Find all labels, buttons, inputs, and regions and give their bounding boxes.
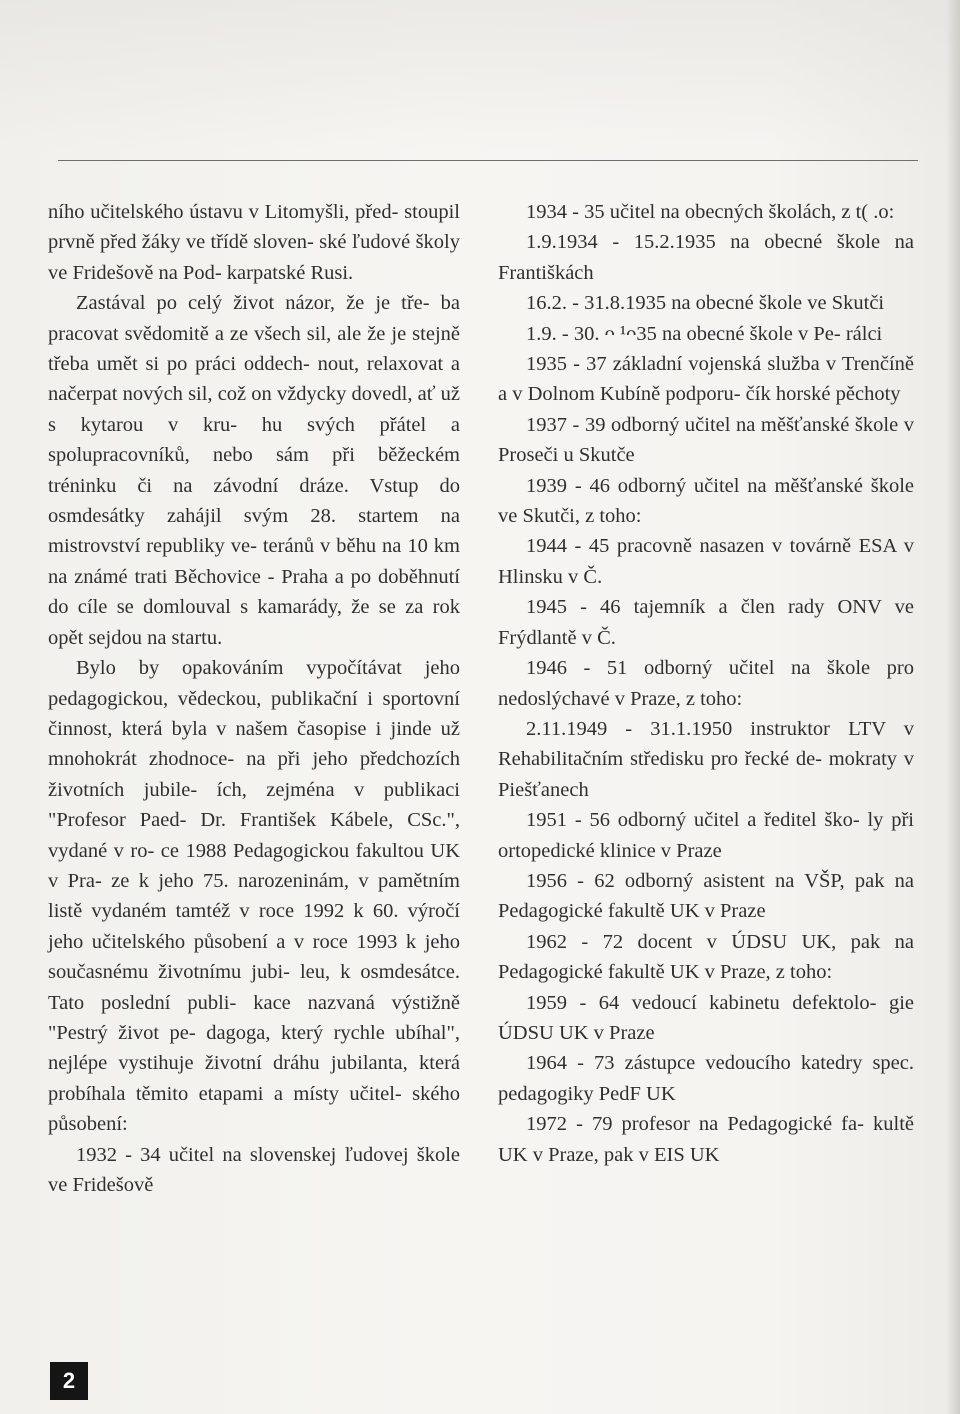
career-entry: 1946 - 51 odborný učitel na škole pro nedoslýchavé v Praze, z toho: [498, 657, 914, 710]
career-entry: 1.9.1934 - 15.2.1935 na obecné škole na Františkách [498, 231, 914, 284]
header-rule [58, 160, 918, 161]
career-entry: 1964 - 73 zástupce vedoucího katedry spec. pedagogiky PedF UK [498, 1052, 914, 1105]
career-entry: 1945 - 46 tajemník a člen rady ONV ve Frýdlantě v Č. [498, 596, 914, 649]
career-entry: 1972 - 79 profesor na Pedagogické fa- kultě UK v Praze, pak v EIS UK [498, 1113, 914, 1166]
career-entry: 1932 - 34 učitel na slovenskej ľudovej škole ve Fridešově [48, 1143, 460, 1196]
career-entry: 1934 - 35 učitel na obecných školách, z t( .o: [526, 201, 895, 223]
career-entry: 1939 - 46 odborný učitel na měšťanské škole ve Skutči, z toho: [498, 474, 914, 528]
paragraph-intro: ního učitelského ústavu v Litomyšli, před- stoupil prvně před žáky ve třídě sloven- ské ľudové školy ve Fridešově na Pod- karpatské Rusi. [48, 201, 460, 284]
right-column [498, 197, 914, 1170]
career-entry: 1937 - 39 odborný učitel na měšťanské škole v Proseči u Skutče [498, 413, 914, 467]
career-entry: 16.2. - 31.8.1935 na obecné škole ve Skutči [526, 292, 885, 315]
page-edge-shadow [946, 0, 960, 1414]
career-entry: 1951 - 56 odborný učitel a ředitel ško- ly při ortopedické klinice v Praze [498, 809, 914, 862]
career-entry: 1935 - 37 základní vojenská služba v Trenčíně a v Dolnom Kubíně podporu- čík horské pěchoty [498, 353, 914, 406]
career-entry: 1962 - 72 docent v ÚDSU UK, pak na Pedagogické fakultě UK v Praze, z toho: [498, 930, 914, 984]
page-number-badge: 2 [50, 1362, 88, 1400]
career-entry: 1956 - 62 odborný asistent na VŠP, pak na Pedagogické fakultě UK v Praze [498, 869, 914, 923]
career-entry: 1959 - 64 vedoucí kabinetu defektolo- gie ÚDSU UK v Praze [498, 991, 914, 1044]
career-entry: 2.11.1949 - 31.1.1950 instruktor LTV v Rehabilitačním středisku pro řecké de- mokraty v Piešťanech [498, 717, 914, 801]
left-column [48, 197, 460, 1200]
career-entry: 1.9. - 30. ᴖ ¹ᴖ35 na obecné škole v Pe- rálci [526, 322, 883, 345]
paragraph-activities: Bylo by opakováním vypočítávat jeho pedagogickou, vědeckou, publikační i sportovní činnost, která byla v našem časopise i jinde už mnohokrát zhodnoce- na při jeho předchozích životních jubile- ích, zejména v publikaci "Profesor Paed- Dr. František Kábele, CSc.", vydané v ro- ce 1988 Pedagogickou fakultou UK v Pra- ze k jeho 75. narozeninám, v pamětním listě vydaném tamtéž v roce 1992 k 60. výročí jeho učitelského působení a v roce 1993 k jeho současnému životnímu jubi- leu, k osmdesátce. Tato poslední publi- kace nazvaná výstižně "Pestrý život pe- dagoga, který rychle ubíhal", nejlépe vystihuje životní dráhu jubilanta, která probíhala těmito etapami a místy učitel- ského působení: [48, 657, 460, 1136]
career-entry: 1944 - 45 pracovně nasazen v továrně ESA v Hlinsku v Č. [498, 535, 914, 588]
paragraph-philosophy: Zastával po celý život názor, že je tře- ba pracovat svědomitě a ze všech sil, ale že je stejně třeba umět si po práci oddech- nout, relaxovat a načerpat nových sil, což on vždycky dovedl, ať už s kytarou v kru- hu svých přátel a spolupracovníků, nebo sám při běžeckém tréninku či na závodní dráze. Vstup do osmdesátky zahájil svým 28. startem na mistrovství republiky ve- teránů v běhu na 10 km na známé trati Běchovice - Praha a po doběhnutí do cíle se domlouval s kamarády, že se za rok opět sejdou na startu. [48, 292, 460, 649]
bleed-through-area [0, 0, 960, 150]
